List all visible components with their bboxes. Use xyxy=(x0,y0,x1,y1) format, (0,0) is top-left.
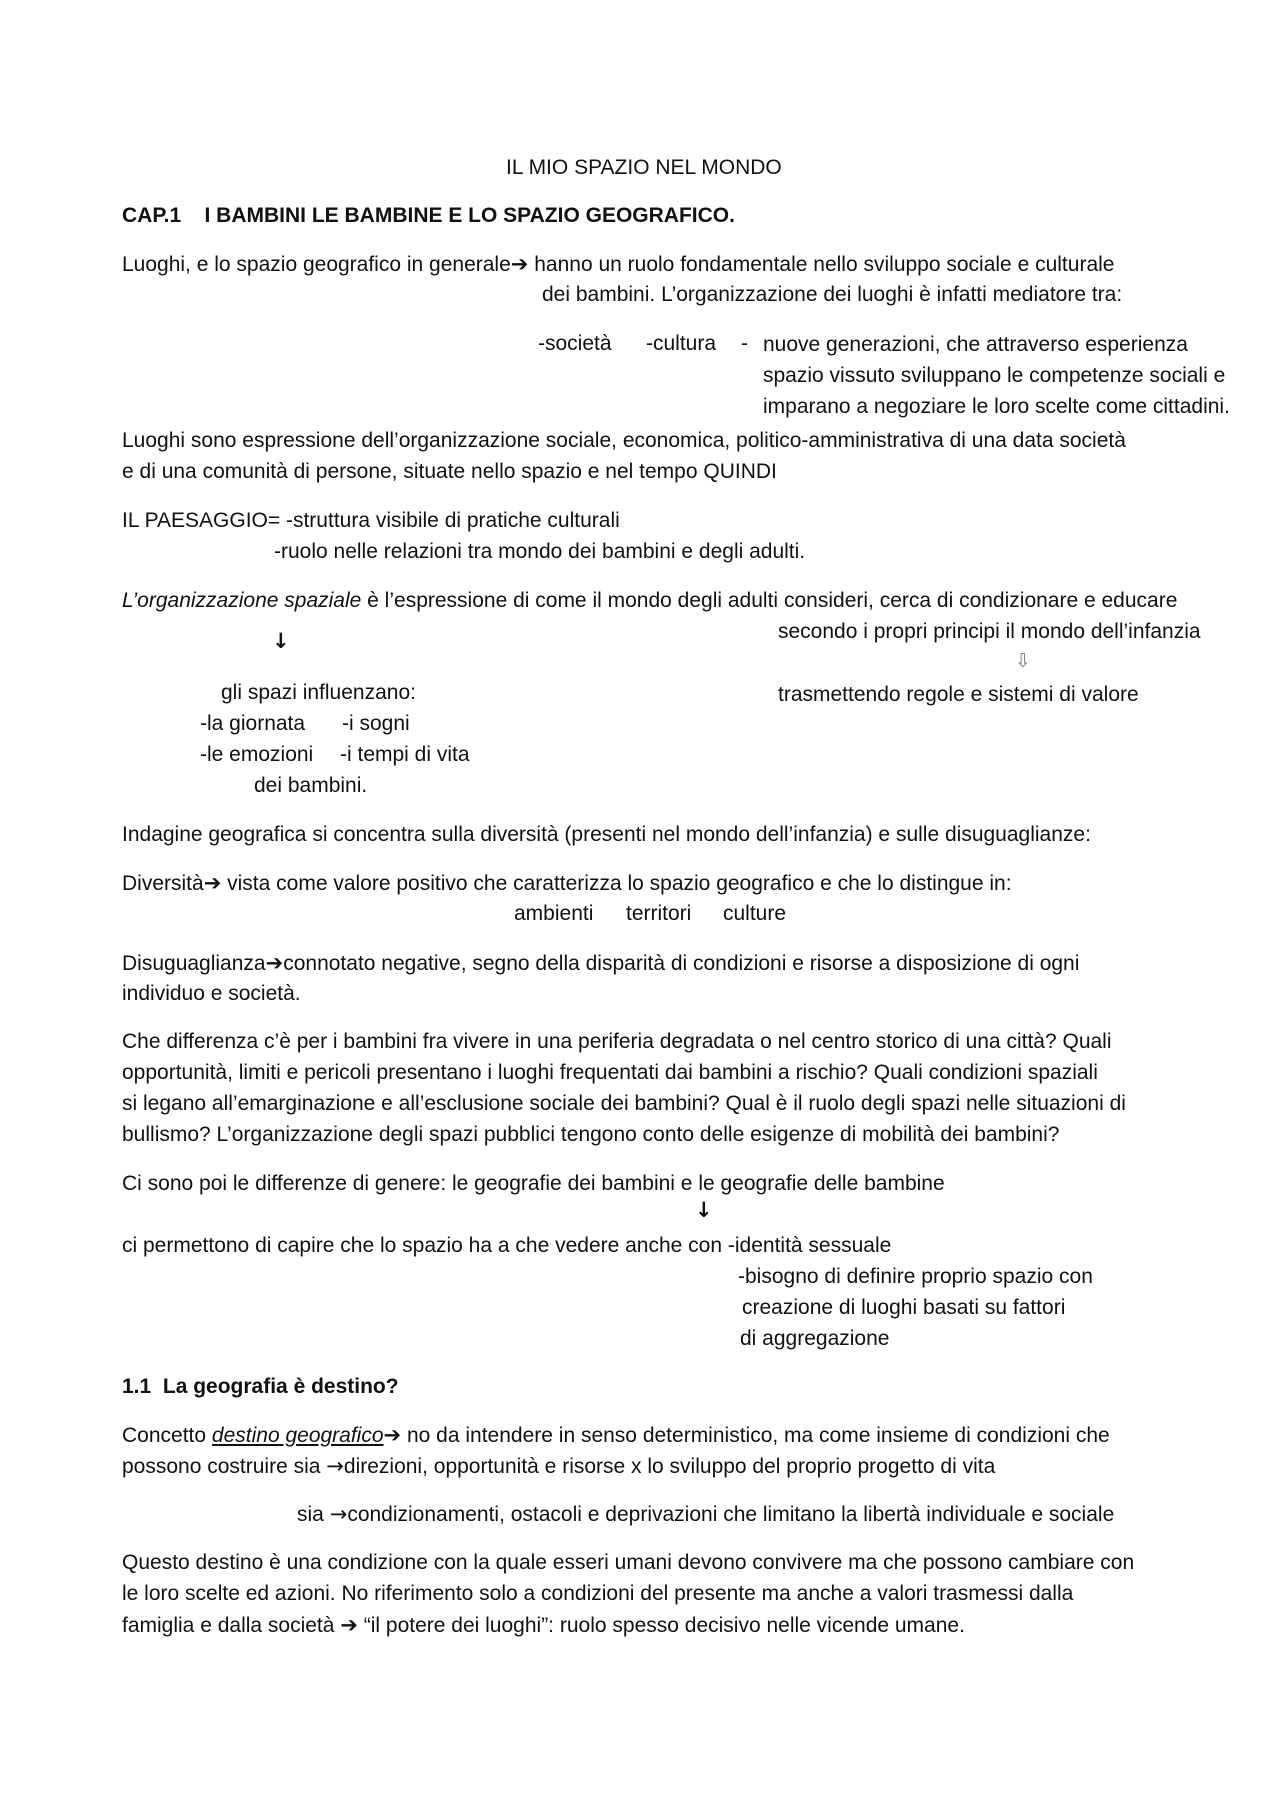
destino-term: destino geografico xyxy=(211,1424,384,1447)
indagine-paragraph: Indagine geografica si concentra sulla diversità (presenti nel mondo dell’infanzia) e sulle disuguaglianze: xyxy=(122,823,1091,846)
conclusion-line2: le loro scelte ed azioni. No riferimento solo a condizioni del presente ma anche a valori trasmessi dalla xyxy=(122,1582,1074,1605)
arrow-down-icon: ↓ xyxy=(272,629,290,653)
paragraph-espressione-line1: Luoghi sono espressione dell’organizzazione sociale, economica, politico-amministrativa di una data società xyxy=(122,429,1126,452)
mediator-dash: - xyxy=(741,332,748,355)
genere-line4: creazione di luoghi basati su fattori xyxy=(742,1296,1066,1319)
destino-line2-lead: possono costruire sia xyxy=(122,1455,321,1478)
arrow-right-icon: ➔ xyxy=(340,1613,358,1637)
influenzano-end: dei bambini. xyxy=(254,774,368,797)
organizzazione-line1 xyxy=(122,588,778,614)
disuguaglianza-term: Disuguaglianza xyxy=(122,952,266,975)
influenzano-giornata: -la giornata xyxy=(200,712,306,735)
influenzano-tempi: -i tempi di vita xyxy=(340,743,470,766)
organizzazione-rest: è l’espressione di come il mondo degli adulti xyxy=(367,589,779,612)
organizzazione-right-line1: consideri, cerca di condizionare e educare xyxy=(784,589,1178,612)
section-title: La geografia è destino? xyxy=(162,1375,399,1398)
mediator-generazioni-line3: imparano a negoziare le loro scelte come cittadini. xyxy=(763,395,1230,418)
genere-line1: Ci sono poi le differenze di genere: le geografie dei bambini e le geografie delle bambine xyxy=(122,1172,945,1195)
arrow-thin-right-icon: → xyxy=(329,1502,348,1526)
genere-line3: -bisogno di definire proprio spazio con xyxy=(738,1265,1093,1288)
destino-line2-rest: direzioni, opportunità e risorse x lo sviluppo del proprio progetto di vita xyxy=(343,1455,996,1478)
arrow-right-icon: ➔ xyxy=(203,871,222,895)
mediator-cultura: -cultura xyxy=(646,332,717,355)
destino-lead: Concetto xyxy=(122,1424,207,1447)
conclusion-line1: Questo destino è una condizione con la quale esseri umani devono convivere ma che possono cambiare con xyxy=(122,1551,1135,1574)
diversita-line1 xyxy=(122,870,1012,897)
genere-line2: ci permettono di capire che lo spazio ha a che vedere anche con -identità sessuale xyxy=(122,1234,892,1257)
influenzano-title: gli spazi influenzano: xyxy=(221,681,416,704)
disuguaglianza-line2: individuo e società. xyxy=(122,982,301,1005)
arrow-down-outline-icon: ⇩ xyxy=(1015,650,1031,672)
mediator-societa: -società xyxy=(538,332,612,355)
questions-line1: Che differenza c’è per i bambini fra vivere in una periferia degradata o nel centro storico di una città? Quali xyxy=(122,1030,1112,1053)
destino-line2 xyxy=(122,1453,995,1480)
diversita-term: Diversità xyxy=(122,872,204,895)
conclusion-line3-lead: famiglia e dalla società xyxy=(122,1614,335,1637)
chapter-heading xyxy=(122,203,735,229)
disuguaglianza-line1 xyxy=(122,950,1079,977)
text-lead: Luoghi, e lo spazio geografico in generale xyxy=(122,253,511,276)
organizzazione-right-line3: trasmettendo regole e sistemi di valore xyxy=(778,683,1139,706)
section-number: 1.1 xyxy=(122,1375,152,1398)
questions-line3: si legano all’emarginazione e all’esclusione sociale dei bambini? Qual è il ruolo degli spazi nelle situazioni di xyxy=(122,1092,1126,1115)
diversita-rest: vista come valore positivo che caratterizza lo spazio geografico e che lo distingue in: xyxy=(227,872,1012,895)
paragraph-luoghi-line2: dei bambini. L’organizzazione dei luoghi è infatti mediatore tra: xyxy=(542,283,1123,306)
text-rest: hanno un ruolo fondamentale nello sviluppo sociale e culturale xyxy=(534,253,1115,276)
paragraph-espressione-line2: e di una comunità di persone, situate nello spazio e nel tempo QUINDI xyxy=(122,460,777,483)
conclusion-line3 xyxy=(122,1612,965,1639)
organizzazione-term: L’organizzazione spaziale xyxy=(122,589,362,612)
organizzazione-right-line2: secondo i propri principi il mondo dell’infanzia xyxy=(778,620,1201,643)
arrow-down-icon: ↓ xyxy=(695,1198,713,1222)
influenzano-emozioni: -le emozioni xyxy=(200,743,314,766)
document-title: IL MIO SPAZIO NEL MONDO xyxy=(506,156,782,179)
questions-line2: opportunità, limiti e pericoli presentano i luoghi frequentati dai bambini a rischio? Quali condizioni spaziali xyxy=(122,1061,1098,1084)
arrow-right-icon: ➔ xyxy=(383,1423,402,1447)
diversita-item-culture: culture xyxy=(723,902,787,925)
section-heading xyxy=(122,1374,399,1400)
mediator-generazioni-line2: spazio vissuto sviluppano le competenze sociali e xyxy=(763,364,1226,387)
destino-line3-rest: condizionamenti, ostacoli e deprivazioni che limitano la libertà individuale e sociale xyxy=(347,1503,1115,1526)
arrow-thin-right-icon: → xyxy=(326,1454,344,1478)
diversita-item-ambienti: ambienti xyxy=(514,902,594,925)
questions-line4: bullismo? L’organizzazione degli spazi pubblici tengono conto delle esigenze di mobilità dei bambini? xyxy=(122,1123,1060,1146)
chapter-title: I BAMBINI LE BAMBINE E LO SPAZIO GEOGRAFICO. xyxy=(204,204,735,227)
genere-line5: di aggregazione xyxy=(740,1327,890,1350)
destino-line3 xyxy=(297,1501,1114,1528)
paesaggio-line2: -ruolo nelle relazioni tra mondo dei bambini e degli adulti. xyxy=(274,540,806,563)
diversita-item-territori: territori xyxy=(626,902,692,925)
chapter-number: CAP.1 xyxy=(122,204,182,227)
paesaggio-line1: IL PAESAGGIO= -struttura visibile di pratiche culturali xyxy=(122,509,620,532)
arrow-right-icon: ➔ xyxy=(265,951,284,975)
destino-line1 xyxy=(122,1422,1110,1449)
conclusion-line3-rest: “il potere dei luoghi”: ruolo spesso decisivo nelle vicende umane. xyxy=(363,1614,965,1637)
arrow-right-icon: ➔ xyxy=(510,252,529,276)
influenzano-sogni: -i sogni xyxy=(342,712,410,735)
destino-line3-lead: sia xyxy=(297,1503,324,1526)
destino-rest: no da intendere in senso deterministico, ma come insieme di condizioni che xyxy=(406,1424,1110,1447)
mediator-generazioni-line1: nuove generazioni, che attraverso esperienza xyxy=(763,333,1188,356)
disuguaglianza-text: connotato negative, segno della disparità di condizioni e risorse a disposizione di ogni xyxy=(283,952,1080,975)
paragraph-luoghi xyxy=(122,251,1114,278)
